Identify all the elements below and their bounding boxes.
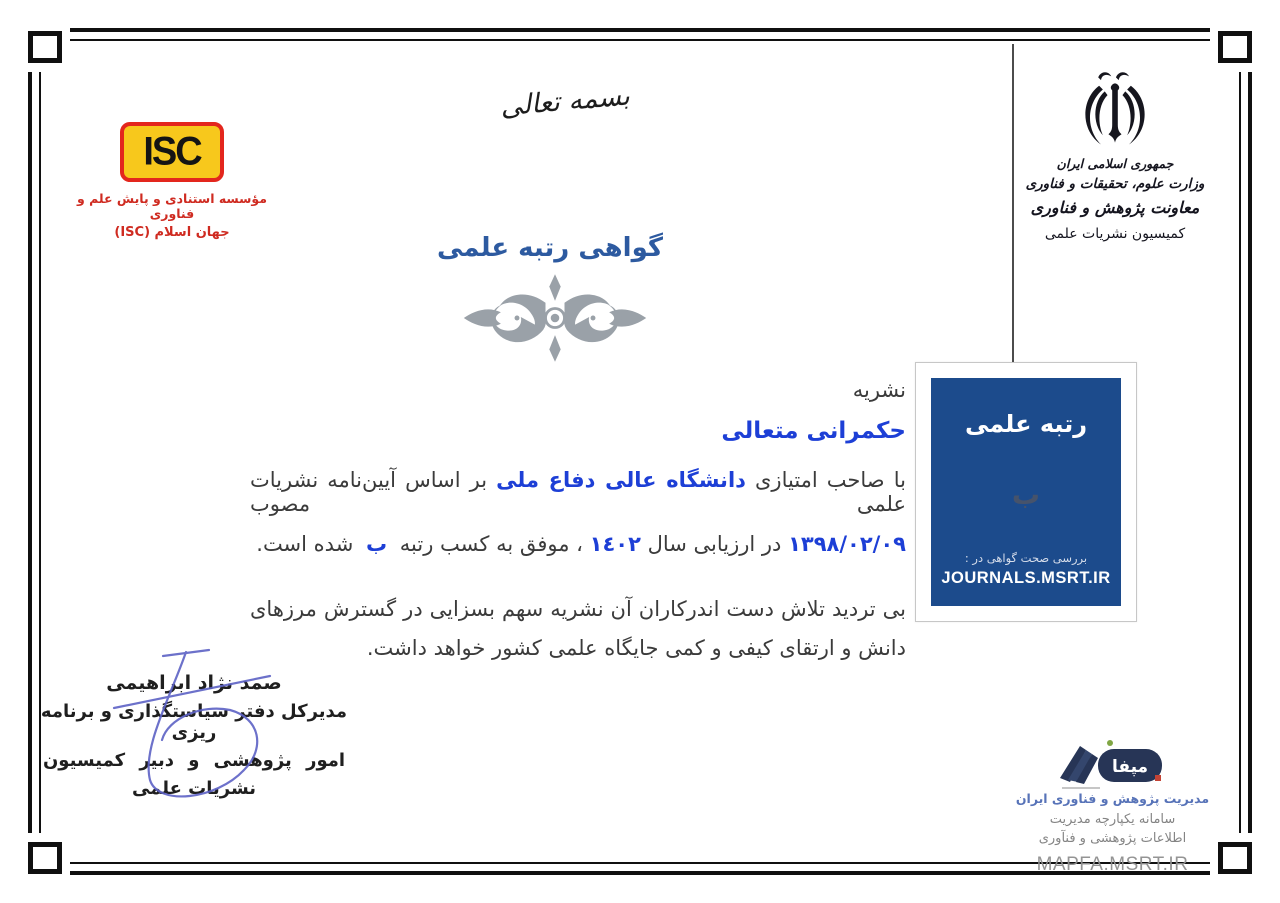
isc-institute-subname: جهان اسلام (ISC) bbox=[114, 225, 230, 240]
badge-verify-url: JOURNALS.MSRT.IR bbox=[941, 569, 1111, 587]
badge-title: رتبه علمی bbox=[964, 410, 1088, 438]
gov-line-commission: کمیسیون نشریات علمی bbox=[1044, 226, 1186, 242]
signer-title-line1: مدیرکل دفتر سیاستگذاری و برنامه ریزی bbox=[40, 701, 348, 743]
mapfa-line-info: اطلاعات پژوهشی و فنآوری bbox=[1038, 831, 1187, 846]
header-divider-line bbox=[1012, 44, 1014, 362]
gov-line-ministry: وزارت علوم، تحقیقات و فناوری bbox=[1025, 176, 1205, 192]
body-line-2 bbox=[250, 532, 906, 556]
approval-date: ١٣٩٨/٠٢/٠٩ bbox=[788, 532, 906, 556]
body-line-1 bbox=[250, 468, 906, 516]
line2-mid2: ، موفق به کسب رتبه bbox=[399, 532, 583, 556]
signer-title-line3: نشریات علمی bbox=[131, 778, 257, 799]
mapfa-block bbox=[1000, 738, 1225, 876]
line1-suffix: بر اساس آیین‌نامه نشریات علمی مصوب bbox=[250, 468, 906, 516]
journal-label: نشریه bbox=[852, 378, 906, 402]
mapfa-logo bbox=[1000, 738, 1225, 790]
frame-corner-knot-top-right bbox=[1210, 18, 1264, 72]
frame-corner-knot-top-left bbox=[16, 18, 70, 72]
badge-grade: ب bbox=[1011, 478, 1041, 511]
mapfa-line-system: سامانه یکپارچه مدیریت bbox=[1049, 812, 1176, 827]
rank-badge-card bbox=[915, 362, 1137, 622]
bismillah-calligraphy: بسمه تعالی bbox=[499, 80, 631, 123]
journal-name: حکمرانی متعالی bbox=[721, 418, 906, 444]
publisher-name: دانشگاه عالی دفاع ملی bbox=[496, 468, 746, 492]
evaluation-year: ١٤٠٢ bbox=[589, 532, 641, 556]
gov-line-country: جمهوری اسلامی ایران bbox=[1056, 156, 1174, 171]
mapfa-book-icon bbox=[1052, 738, 1174, 790]
isc-logo bbox=[120, 122, 224, 182]
isc-block bbox=[62, 122, 282, 240]
mapfa-logo-text: مپفا bbox=[1111, 757, 1148, 777]
arabesque-ornament bbox=[460, 274, 650, 362]
signature-block bbox=[24, 672, 364, 799]
certificate-body bbox=[250, 378, 906, 668]
body-paragraph-2: بی تردید تلاش دست اندرکاران آن نشریه سهم بسزایی در گسترش مرزهای دانش و ارتقای کیفی و کمی جایگاه علمی کشور خواهد داشت. bbox=[250, 597, 906, 660]
badge-verify-label: بررسی صحت گواهی در : bbox=[964, 551, 1088, 565]
line2-end: شده است. bbox=[256, 532, 354, 556]
rank-badge-box bbox=[931, 378, 1121, 606]
mapfa-url: MAPFA.MSRT.IR bbox=[1036, 854, 1189, 875]
government-block bbox=[1020, 70, 1210, 242]
gov-line-deputy: معاونت پژوهش و فناوری bbox=[1030, 198, 1200, 217]
line1-prefix: با صاحب امتیازی bbox=[755, 468, 906, 492]
signer-title-line2: امور پژوهشی و دبیر کمیسیون bbox=[42, 750, 346, 771]
frame-corner-knot-bottom-left bbox=[16, 833, 70, 887]
signer-name: صمد نژاد ابراهیمی bbox=[106, 672, 282, 694]
grade-inline: ب bbox=[365, 532, 388, 556]
iran-emblem-icon bbox=[1073, 70, 1157, 150]
certificate-title: گواهی رتبه علمی bbox=[437, 233, 663, 263]
line2-mid: در ارزیابی سال bbox=[647, 532, 782, 556]
isc-institute-name: مؤسسه استنادی و پایش علم و فناوری bbox=[76, 191, 267, 221]
isc-logo-text: ISC bbox=[143, 129, 201, 174]
mapfa-line-management: مدیریت پژوهش و فناوری ایران bbox=[1015, 791, 1210, 806]
